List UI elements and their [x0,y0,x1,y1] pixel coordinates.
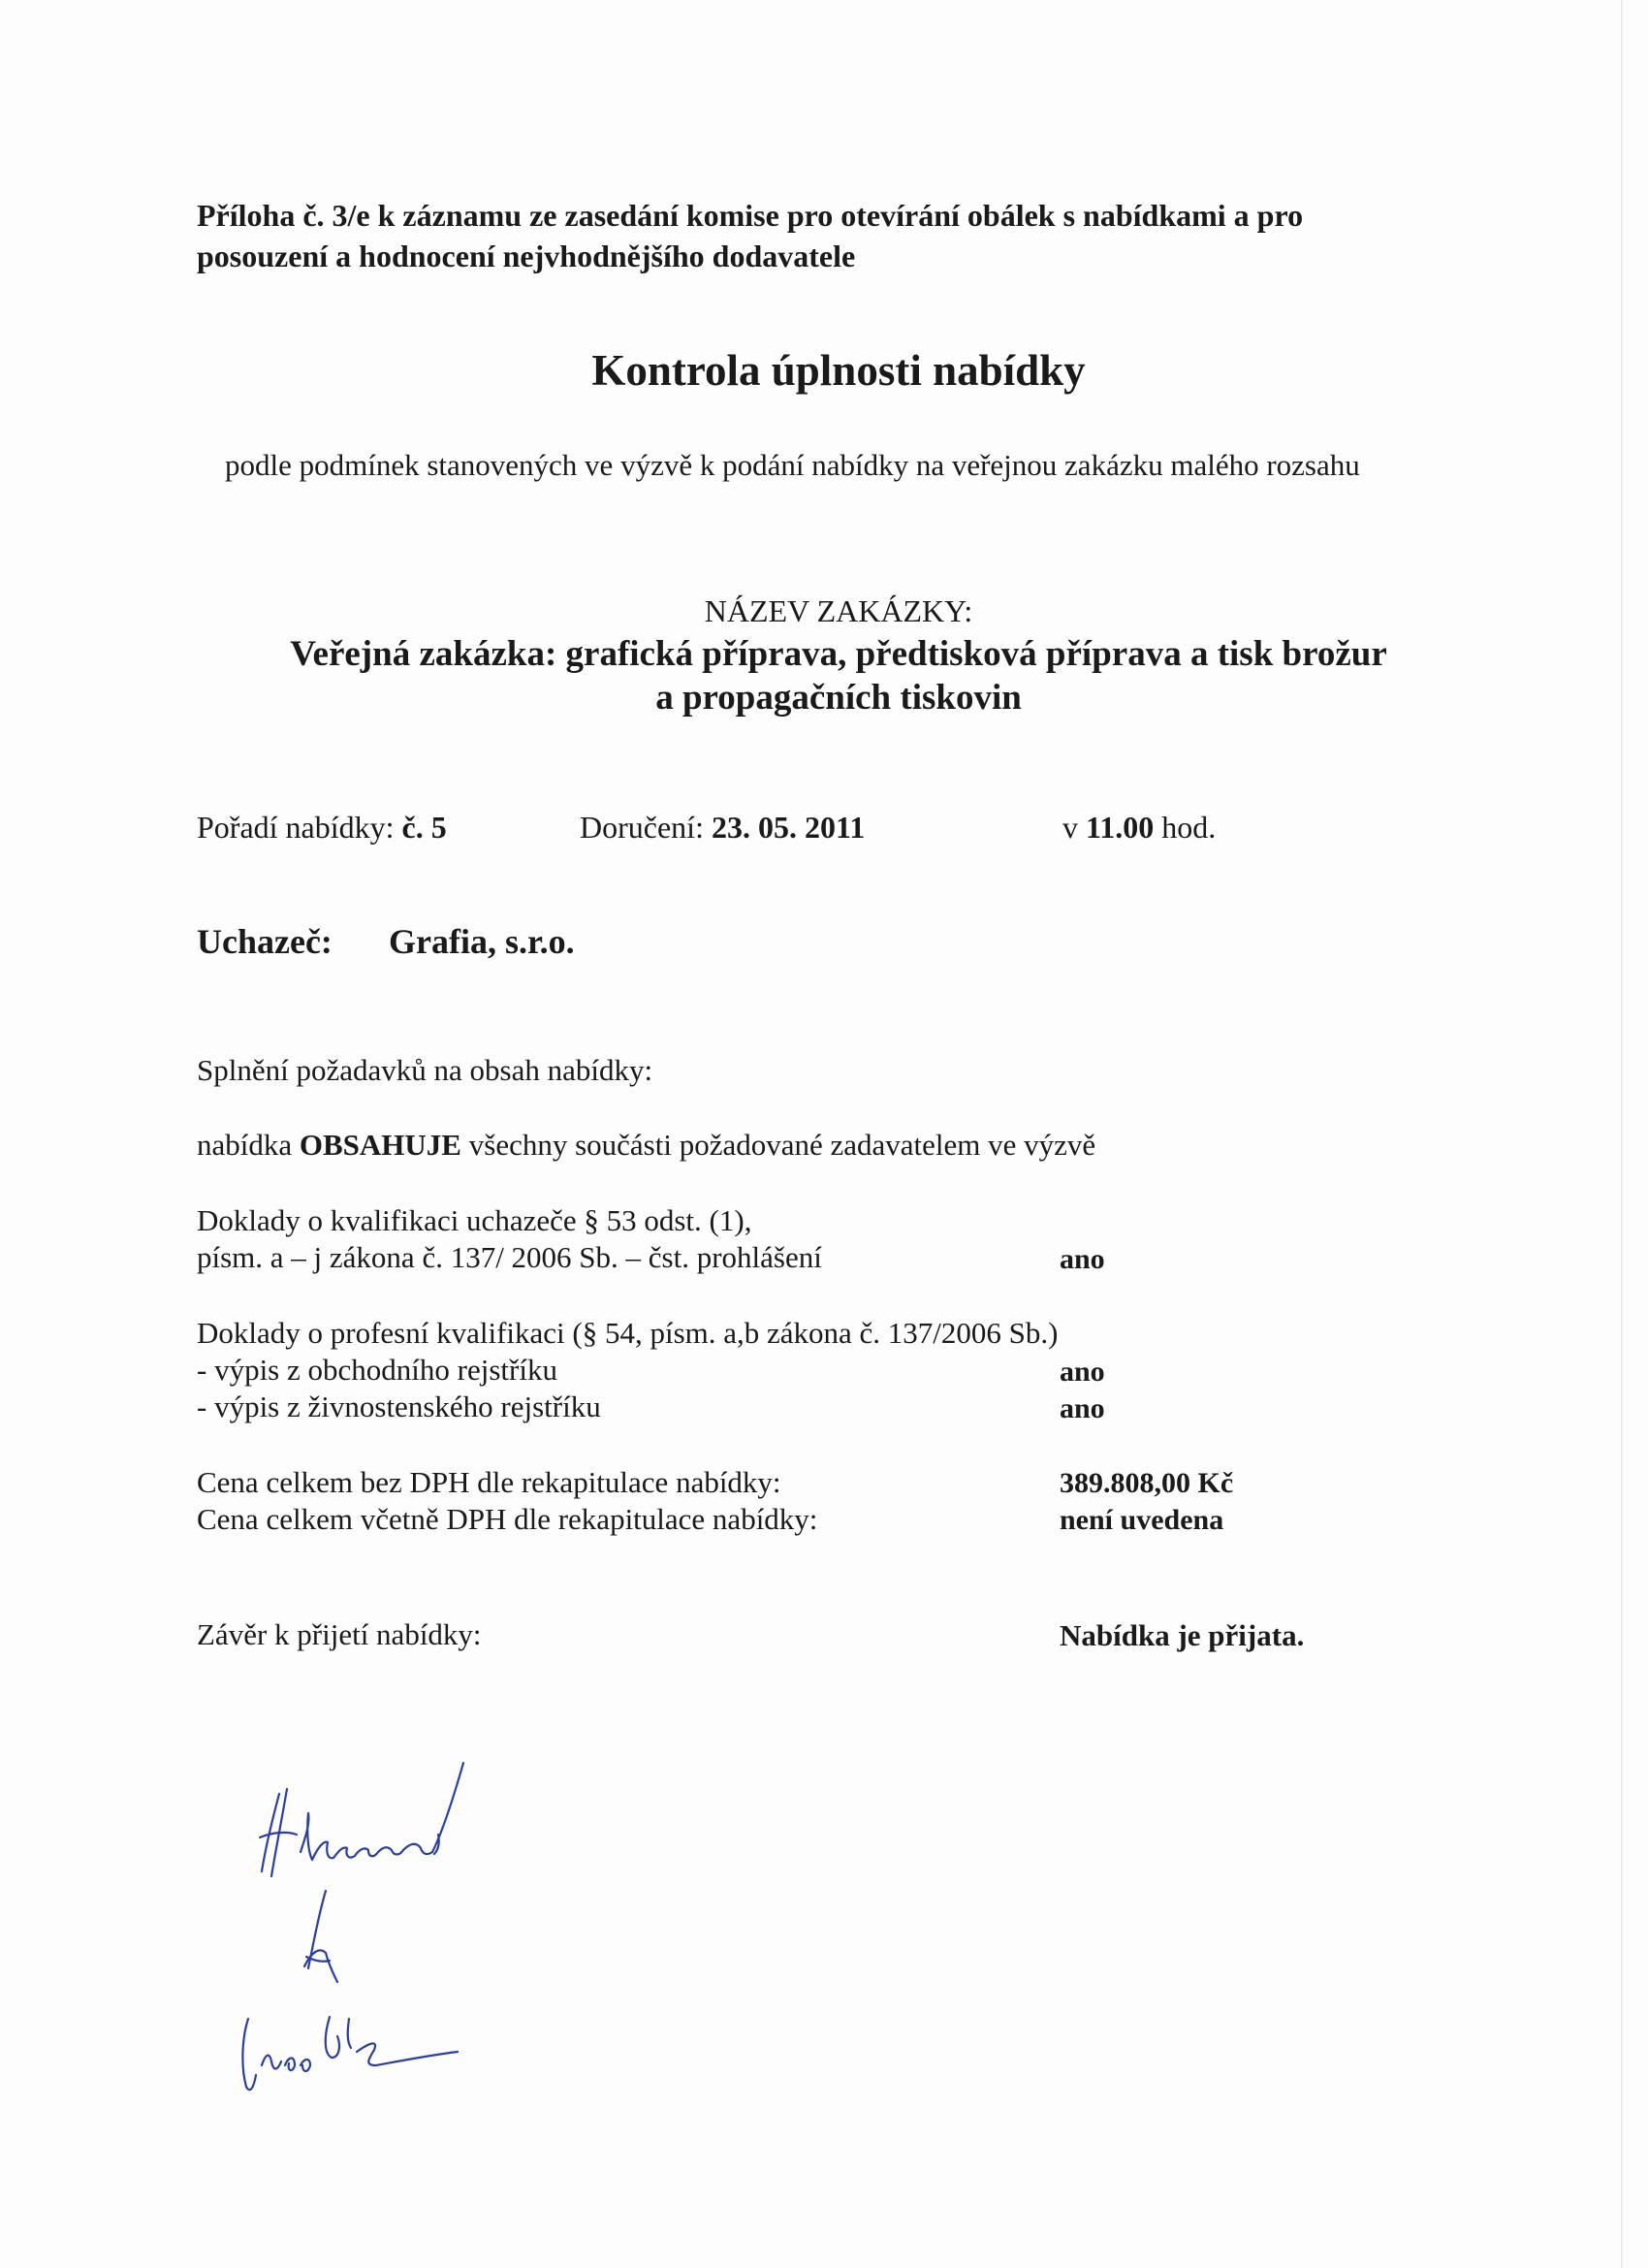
conclusion-value: Nabídka je přijata. [1060,1618,1305,1652]
price-value: není uvedena [1060,1504,1224,1536]
contains-keyword: OBSAHUJE [299,1128,461,1162]
scan-edge-line [1621,0,1623,2268]
bid-order-value: č. 5 [401,810,447,845]
qualification-line1: Doklady o kvalifikaci uchazeče § 53 odst. (1), [197,1203,752,1237]
bid-order [197,810,447,846]
professional-item-label: - výpis z živnostenského rejstříku [197,1390,601,1423]
conclusion-label: Závěr k přijetí nabídky: [197,1617,482,1651]
delivery-date-value: 23. 05. 2011 [711,810,866,845]
signature-3 [242,2017,458,2090]
contains-prefix: nabídka [197,1128,300,1162]
qualification-value: ano [1060,1243,1105,1275]
contract-name-line1: Veřejná zakázka: grafická příprava, předtisková příprava a tisk brožur [290,634,1387,674]
contains-statement [197,1127,1095,1164]
delivery-date-label: Doručení: [580,810,712,845]
bid-order-label: Pořadí nabídky: [197,810,402,845]
delivery-time-prefix: v [1062,810,1086,845]
price-label: Cena celkem včetně DPH dle rekapitulace nabídky: [197,1502,818,1536]
professional-item-value: ano [1060,1392,1105,1424]
professional-item-label: - výpis z obchodního rejstříku [197,1353,557,1387]
requirements-heading: Splnění požadavků na obsah nabídky: [197,1053,653,1087]
price-label: Cena celkem bez DPH dle rekapitulace nabídky: [197,1465,781,1499]
contract-name-label: NÁZEV ZAKÁZKY: [704,593,973,628]
professional-item-value: ano [1060,1356,1105,1388]
delivery-time-value: 11.00 [1086,810,1155,845]
delivery-time [1062,810,1216,846]
bidder-label: Uchazeč: [197,922,333,961]
signature-1 [260,1763,463,1876]
delivery-time-suffix: hod. [1154,810,1217,845]
professional-heading: Doklady o profesní kvalifikaci (§ 54, písm. a,b zákona č. 137/2006 Sb.) [197,1316,1059,1350]
signatures-block [233,1745,523,2124]
price-value: 389.808,00 Kč [1060,1467,1234,1499]
attachment-header-line1: Příloha č. 3/e k záznamu ze zasedání komise pro otevírání obálek s nabídkami a pro [197,198,1304,233]
signature-2 [304,1891,337,1982]
attachment-header [197,195,1303,276]
bidder-name: Grafia, s.r.o. [389,922,575,961]
contains-suffix: všechny součásti požadované zadavatelem ve výzvě [461,1128,1096,1162]
attachment-header-line2: posouzení a hodnocení nejvhodnějšího dodavatele [197,239,856,273]
contract-name-line2: a propagačních tiskovin [655,678,1022,718]
qualification-line2: písm. a – j zákona č. 137/ 2006 Sb. – čst. prohlášení [197,1240,822,1274]
document-subtitle: podle podmínek stanovených ve výzvě k podání nabídky na veřejnou zakázku malého rozsahu [225,448,1360,482]
document-title: Kontrola úplnosti nabídky [591,346,1086,395]
delivery-date [580,810,865,846]
contract-name [0,632,1648,719]
